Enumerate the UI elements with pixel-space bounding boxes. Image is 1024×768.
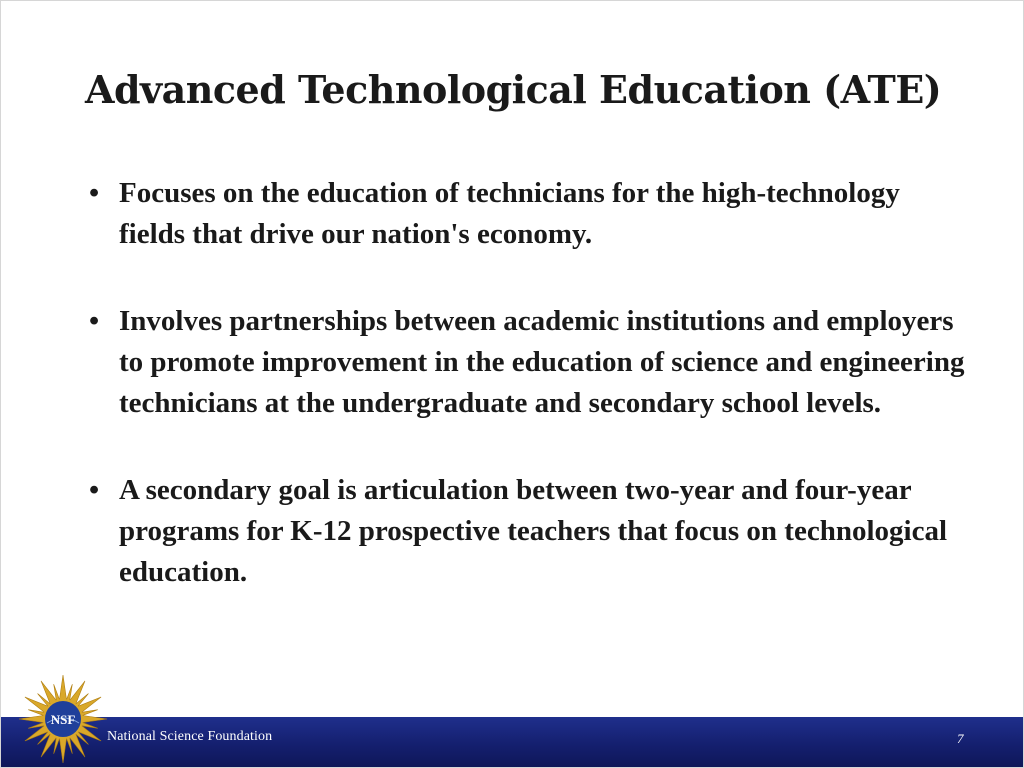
bullet-item bbox=[89, 301, 969, 424]
bullet-marker: • bbox=[89, 177, 100, 209]
bullet-text: A secondary goal is articulation between two-year and four-year programs for K-12 prospective teachers that focus on technological education. bbox=[119, 474, 948, 588]
bullet-item bbox=[89, 470, 969, 593]
bullet-marker: • bbox=[89, 305, 100, 337]
nsf-logo-text: NSF bbox=[50, 712, 76, 727]
bullet-marker: • bbox=[89, 474, 100, 506]
bullet-list bbox=[89, 173, 969, 639]
nsf-logo bbox=[17, 673, 109, 765]
bullet-text: Involves partnerships between academic institutions and employers to promote improvement in the education of science and engineering technicians at the undergraduate and secondary school levels. bbox=[119, 305, 965, 419]
slide-title: Advanced Technological Education (ATE) bbox=[85, 67, 942, 112]
bullet-item bbox=[89, 173, 969, 255]
page-number: 7 bbox=[957, 731, 964, 746]
bullet-text: Focuses on the education of technicians for the high-technology fields that drive our nation's economy. bbox=[119, 177, 900, 250]
footer-organization: National Science Foundation bbox=[107, 729, 273, 744]
